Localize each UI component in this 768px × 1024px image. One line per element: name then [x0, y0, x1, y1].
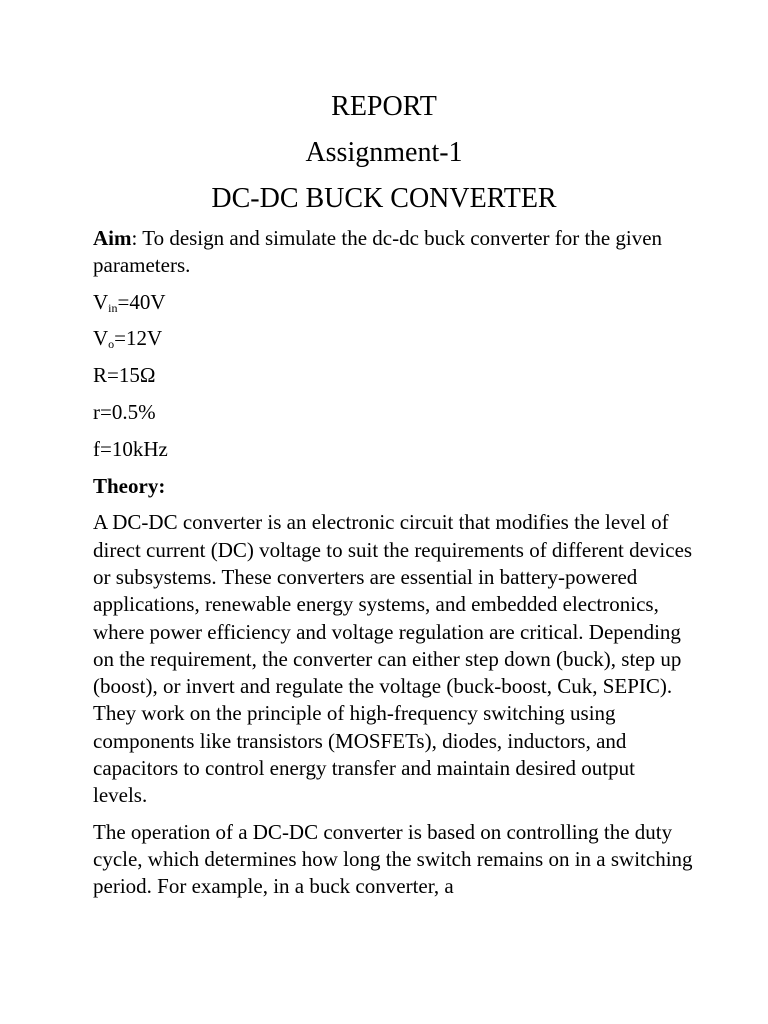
- param-symbol: R: [93, 363, 108, 388]
- aim-text: : To design and simulate the dc-dc buck converter for the given parameters.: [93, 226, 663, 278]
- topic-title: DC-DC BUCK CONVERTER: [211, 183, 557, 214]
- param-symbol: V: [93, 289, 109, 314]
- aim-paragraph: [93, 225, 693, 280]
- param-symbol: V: [93, 326, 109, 351]
- param-value: =40V: [117, 289, 166, 314]
- theory-paragraph-1: A DC-DC converter is an electronic circuit that modifies the level of direct current (DC) voltage to suit the requirements of different devices or subsystems. These converters are essential in battery-powered applications, renewable energy systems, and embedded electronics, where power efficiency and voltage regulation are critical. Depending on the requirement, the converter can either step down (buck), step up (boost), or invert and regulate the voltage (buck-boost, Cuk, SEPIC). They work on the principle of high-frequency switching using components like transistors (MOSFETs), diodes, inductors, and capacitors to control energy transfer and maintain desired output levels.: [93, 510, 693, 808]
- aim-label: Aim: [93, 226, 132, 250]
- param-value: =0.5%: [100, 399, 156, 424]
- title-block: [0, 84, 768, 222]
- param-r-load: [93, 362, 693, 389]
- theory-heading-text: Theory:: [93, 473, 166, 498]
- param-subscript: o: [108, 337, 115, 352]
- param-frequency: [93, 436, 693, 463]
- theory-heading: [93, 473, 693, 500]
- assignment-title: Assignment-1: [305, 137, 463, 168]
- report-title: REPORT: [331, 91, 437, 122]
- document-body: [93, 225, 693, 910]
- param-symbol: f: [93, 436, 100, 461]
- theory-paragraph-2: The operation of a DC-DC converter is based on controlling the duty cycle, which determines how long the switch remains on in a switching period. For example, in a buck converter, a: [93, 819, 693, 899]
- param-value: =15Ω: [107, 363, 156, 388]
- param-symbol: r: [93, 399, 100, 424]
- param-subscript: in: [108, 300, 118, 315]
- param-vin: [93, 289, 693, 316]
- param-value: =10kHz: [100, 436, 168, 461]
- param-ripple: [93, 399, 693, 426]
- param-vo: [93, 325, 693, 352]
- param-value: =12V: [114, 326, 163, 351]
